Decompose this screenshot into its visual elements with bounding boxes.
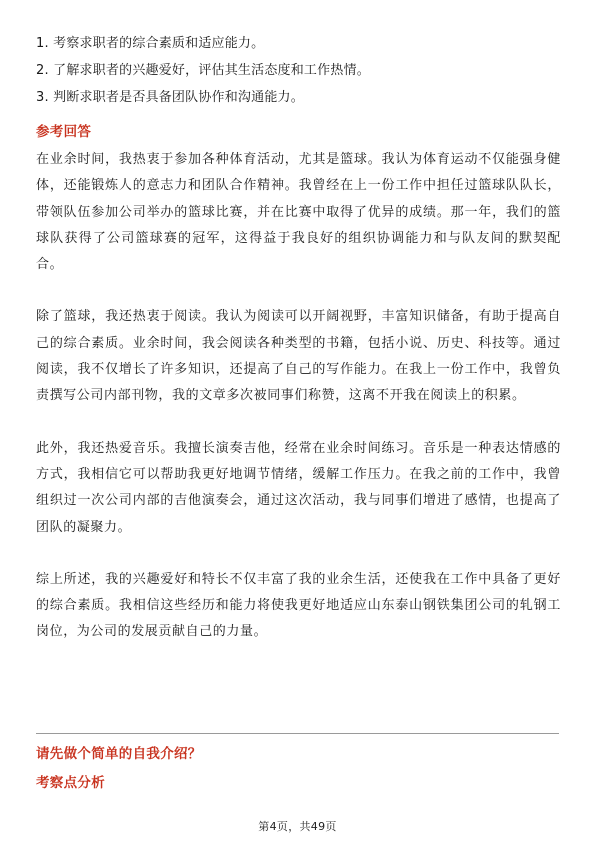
answer-paragraph: 除了篮球，我还热衷于阅读。我认为阅读可以开阔视野，丰富知识储备，有助于提高自己的综合素质。业余时间，我会阅读各种类型的书籍，包括小说、历史、科技等。通过阅读，我不仅增长了许多知识，还提高了自己的写作能力。在我上一份工作中，我曾负责撰写公司内部刊物，我的文章多次被同事们称赞，这离不开我在阅读上的积累。	[36, 309, 561, 404]
list-item: 1. 考察求职者的综合素质和适应能力。	[36, 36, 265, 51]
list-item: 3. 判断求职者是否具备团队协作和沟通能力。	[36, 90, 304, 105]
interview-question: 请先做个简单的自我介绍？	[36, 746, 202, 762]
answer-paragraph: 在业余时间，我热衷于参加各种体育活动，尤其是篮球。我认为体育运动不仅能强身健体，还能锻炼人的意志力和团队合作精神。我曾经在上一份工作中担任过篮球队队长，带领队伍参加公司举办的篮球比赛，并在比赛中取得了优异的成绩。那一年，我们的篮球队获得了公司篮球赛的冠军，这得益于我良好的组织协调能力和与队友间的默契配合。	[36, 152, 561, 273]
section-divider	[36, 733, 559, 734]
answer-paragraph: 综上所述，我的兴趣爱好和特长不仅丰富了我的业余生活，还使我在工作中具备了更好的综合素质。我相信这些经历和能力将使我更好地适应山东泰山钢铁集团公司的轧钢工岗位，为公司的发展贡献自己的力量。	[36, 571, 561, 640]
purpose-list	[36, 30, 561, 111]
list-item: 2. 了解求职者的兴趣爱好，评估其生活态度和工作热情。	[36, 63, 370, 78]
reference-answer-body	[36, 147, 561, 672]
reference-answer-heading: 参考回答	[36, 124, 92, 140]
page-number: 第4页，共49页	[258, 820, 337, 833]
analysis-heading: 考察点分析	[36, 775, 105, 791]
answer-paragraph: 此外，我还热爱音乐。我擅长演奏吉他，经常在业余时间练习。音乐是一种表达情感的方式，我相信它可以帮助我更好地调节情绪，缓解工作压力。在我之前的工作中，我曾组织过一次公司内部的吉他演奏会，通过这次活动，我与同事们增进了感情，也提高了团队的凝聚力。	[36, 440, 561, 535]
